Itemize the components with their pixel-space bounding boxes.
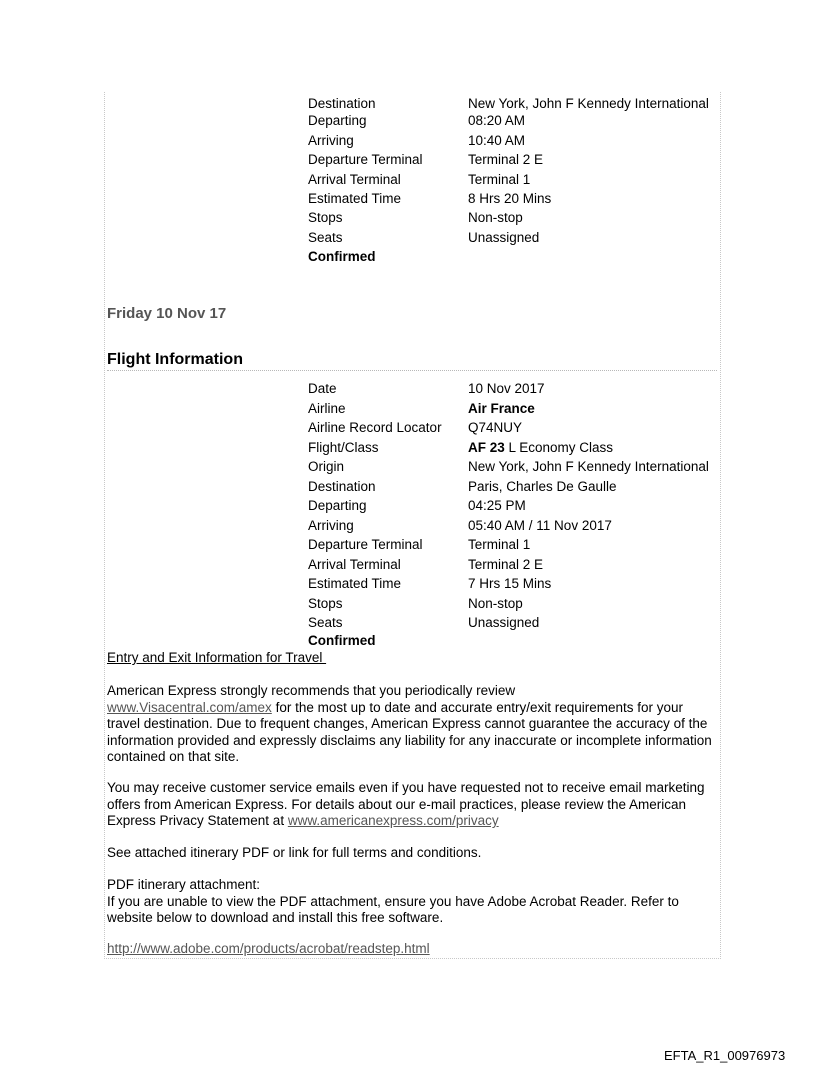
detail-row: Arrival Terminal Terminal 1 [308, 171, 531, 187]
visacentral-link[interactable]: www.Visacentral.com/amex [107, 699, 272, 715]
status-confirmed: Confirmed [308, 249, 376, 264]
entry-exit-heading: Entry and Exit Information for Travel [107, 650, 327, 665]
detail-row: Departing 08:20 AM [308, 113, 526, 128]
entry-exit-paragraph: American Express strongly recommends that you periodically review www.Visacentral.com/amex for the most up to date and accurate entry/exit requirements for your travel destination. Due to frequent changes, American Express cannot guarantee the accuracy of the information provided and expressly disclaims any liability for any inaccurate or incomplete information contained on that site. [107, 683, 712, 764]
flight-class: AF 23 L Economy Class [468, 439, 614, 455]
detail-row: Arrival Terminal Terminal 2 E [308, 556, 544, 572]
detail-row: Departure Terminal Terminal 2 E [308, 152, 544, 167]
record-locator: Q74NUY [468, 420, 523, 435]
pdf-text: If you are unable to view the PDF attachment, ensure you have Adobe Acrobat Reader. Refer to website below to download and install this free software. [107, 893, 679, 925]
detail-row: Seats Unassigned [308, 229, 540, 245]
detail-row: Airline Air France [308, 400, 535, 416]
section-divider [107, 370, 717, 371]
airline-name: Air France [468, 400, 535, 416]
detail-row: Stops Non-stop [308, 595, 523, 611]
day-heading: Friday 10 Nov 17 [107, 305, 227, 322]
privacy-link[interactable]: www.americanexpress.com/privacy [287, 813, 499, 828]
detail-row: Departure Terminal Terminal 1 [308, 537, 531, 552]
privacy-paragraph: You may receive customer service emails even if you have requested not to receive email marketing offers from American Express. For details about our e-mail practices, please review the American Express Privacy Statement at www.americanexpress.com/privacy [107, 780, 705, 828]
detail-row: Seats Unassigned [308, 615, 540, 630]
detail-row: Stops Non-stop [308, 210, 523, 225]
detail-row: Date 10 Nov 2017 [308, 381, 545, 396]
detail-row: Arriving 10:40 AM [308, 132, 526, 148]
adobe-reader-link[interactable]: http://www.adobe.com/products/acrobat/readstep.html [107, 941, 430, 956]
pdf-heading: PDF itinerary attachment: [107, 877, 261, 892]
detail-row: Estimated Time 8 Hrs 20 Mins [308, 191, 552, 206]
detail-row: Estimated Time 7 Hrs 15 Mins [308, 576, 552, 591]
detail-row: Destination Paris, Charles De Gaulle [308, 478, 617, 494]
section-heading: Flight Information [107, 351, 243, 368]
detail-row: Destination New York, John F Kennedy International [308, 96, 709, 111]
detail-row: Flight/Class AF 23 L Economy Class [308, 439, 614, 455]
terms-note: See attached itinerary PDF or link for full terms and conditions. [107, 845, 482, 860]
detail-row: Departing 04:25 PM [308, 498, 526, 513]
detail-row: Airline Record Locator Q74NUY [308, 420, 523, 435]
detail-row: Arriving 05:40 AM / 11 Nov 2017 [308, 517, 612, 533]
pdf-section [107, 877, 719, 927]
status-confirmed: Confirmed [308, 633, 376, 648]
detail-row: Origin New York, John F Kennedy International [308, 459, 709, 474]
document-id: EFTA_R1_00976973 [664, 1048, 786, 1063]
adobe-link-line [107, 941, 719, 958]
flight-number: AF 23 [468, 439, 505, 455]
